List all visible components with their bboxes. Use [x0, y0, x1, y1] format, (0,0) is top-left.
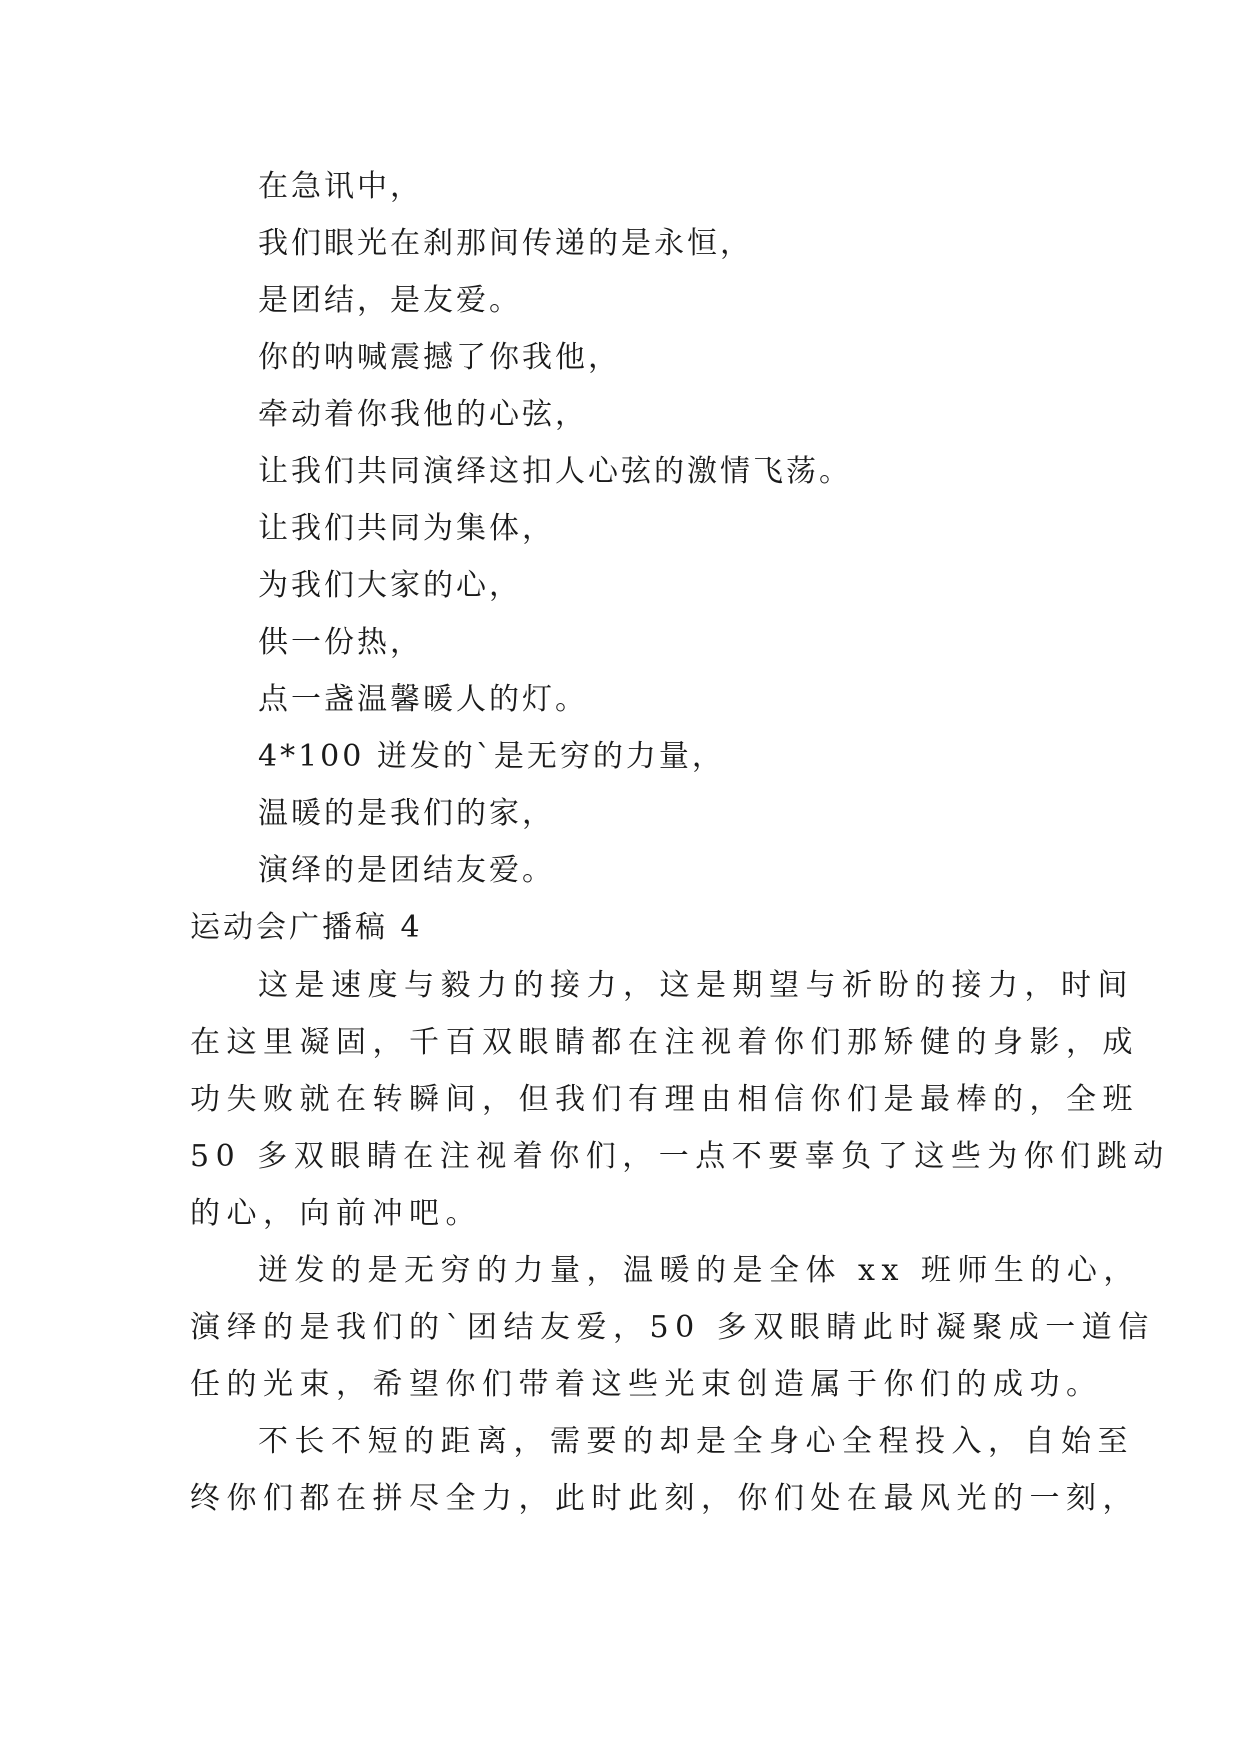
poem-line: 在急讯中，: [258, 169, 423, 204]
poem-line: 演绎的是团结友爱。: [258, 853, 555, 888]
paragraph-line: 50 多双眼睛在注视着你们，一点不要辜负了这些为你们跳动: [190, 1139, 1170, 1174]
poem-line: 我们眼光在刹那间传递的是永恒，: [258, 226, 753, 261]
paragraph-line: 演绎的是我们的`团结友爱，50 多双眼睛此时凝聚成一道信: [190, 1310, 1155, 1345]
poem-line: 你的呐喊震撼了你我他，: [258, 340, 621, 375]
paragraph-line: 任的光束，希望你们带着这些光束创造属于你们的成功。: [190, 1367, 1103, 1402]
paragraph-line: 的心，向前冲吧。: [190, 1196, 482, 1231]
poem-line: 温暖的是我们的家，: [258, 796, 555, 831]
paragraph-line: 功失败就在转瞬间，但我们有理由相信你们是最棒的，全班: [190, 1082, 1139, 1117]
section-title: 运动会广播稿 4: [190, 910, 423, 945]
poem-line: 供一份热，: [258, 625, 423, 660]
poem-line: 点一盏温馨暖人的灯。: [258, 682, 588, 717]
poem-line: 让我们共同为集体，: [258, 511, 555, 546]
paragraph-line: 终你们都在拼尽全力，此时此刻，你们处在最风光的一刻，: [190, 1481, 1139, 1516]
paragraph-line: 不长不短的距离，需要的却是全身心全程投入，自始至: [258, 1424, 1134, 1459]
paragraph-line: 迸发的是无穷的力量，温暖的是全体 xx 班师生的心，: [258, 1253, 1140, 1288]
poem-line: 牵动着你我他的心弦，: [258, 397, 588, 432]
poem-line: 让我们共同演绎这扣人心弦的激情飞荡。: [258, 454, 852, 489]
poem-line: 4*100 迸发的`是无穷的力量，: [258, 739, 725, 774]
poem-line: 是团结，是友爱。: [258, 283, 522, 318]
paragraph-line: 在这里凝固，千百双眼睛都在注视着你们那矫健的身影，成: [190, 1025, 1139, 1060]
paragraph-line: 这是速度与毅力的接力，这是期望与祈盼的接力，时间: [258, 968, 1134, 1003]
poem-line: 为我们大家的心，: [258, 568, 522, 603]
